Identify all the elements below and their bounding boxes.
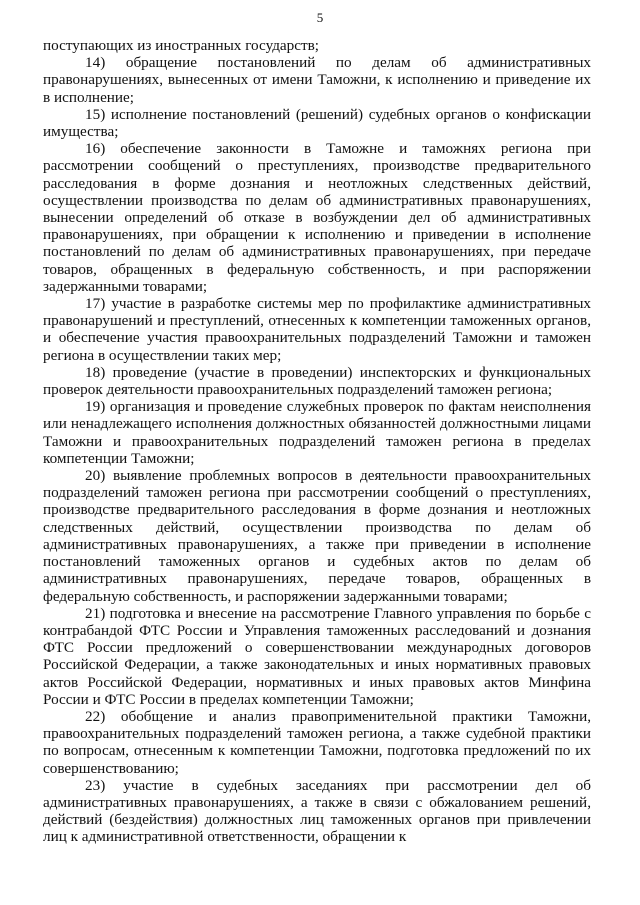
paragraph-item-20: 20) выявление проблемных вопросов в деятельности правоохранительных подразделений таможен региона при рассмотрении сообщений о преступлениях, производстве предварительного расследования в форме дознания и неотложных следственных действий, осуществлении производства по делам об административных правонарушениях, а также при приведении в исполнение постановлений таможенных органов и судебных актов по делам об административных правонарушениях, передаче товаров, обращенных в федеральную собственность, и распоряжении задержанными товарами; [43, 467, 591, 605]
paragraph-item-14: 14) обращение постановлений по делам об административных правонарушениях, вынесенных от имени Таможни, к исполнению и приведение их в исполнение; [43, 54, 591, 106]
paragraph-item-19: 19) организация и проведение служебных проверок по фактам неисполнения или ненадлежащего исполнения должностных обязанностей должностными лицами Таможни и правоохранительных подразделений таможен региона в пределах компетенции Таможни; [43, 398, 591, 467]
page-number: 5 [316, 10, 324, 25]
document-body [43, 37, 591, 846]
paragraph-item-16: 16) обеспечение законности в Таможне и таможнях региона при рассмотрении сообщений о преступлениях, производстве предварительного расследования в форме дознания и неотложных следственных действий, осуществлении производства по делам об административных правонарушениях, вынесении определений об отказе в возбуждении дел об административных правонарушениях, при обращении к исполнению и приведении в исполнение постановлений по делам об административных правонарушениях, при передаче товаров, обращенных в федеральную собственность, и при распоряжении задержанными товарами; [43, 140, 591, 295]
paragraph-item-22: 22) обобщение и анализ правоприменительной практики Таможни, правоохранительных подразделений таможен региона, а также судебной практики по вопросам, отнесенным к компетенции Таможни, подготовка предложений по их совершенствованию; [43, 707, 591, 777]
paragraph-item-23: 23) участие в судебных заседаниях при рассмотрении дел об административных правонарушениях, а также в связи с обжалованием решений, действий (бездействия) должностных лиц таможенных органов при привлечении лиц к административной ответственности, обращении к [43, 776, 591, 846]
paragraph-item-15: 15) исполнение постановлений (решений) судебных органов о конфискации имущества; [43, 105, 591, 141]
paragraph-item-21: 21) подготовка и внесение на рассмотрение Главного управления по борьбе с контрабандой ФТС России и Управления таможенных расследований и дознания ФТС России предложений о совершенствовании международных договоров Российской Федерации, а также законодательных и иных нормативных правовых актов Российской Федерации, нормативных и иных правовых актов Минфина России и ФТС России в пределах компетенции Таможни; [43, 604, 591, 708]
paragraph-continuation: поступающих из иностранных государств; [43, 37, 320, 54]
paragraph-item-17: 17) участие в разработке системы мер по профилактике административных правонарушений и преступлений, отнесенных к компетенции таможенных органов, и обеспечение участия правоохранительных подразделений Таможни и таможен региона в осуществлении таких мер; [43, 295, 591, 364]
paragraph-item-18: 18) проведение (участие в проведении) инспекторских и функциональных проверок деятельности правоохранительных подразделений таможен региона; [43, 363, 591, 399]
